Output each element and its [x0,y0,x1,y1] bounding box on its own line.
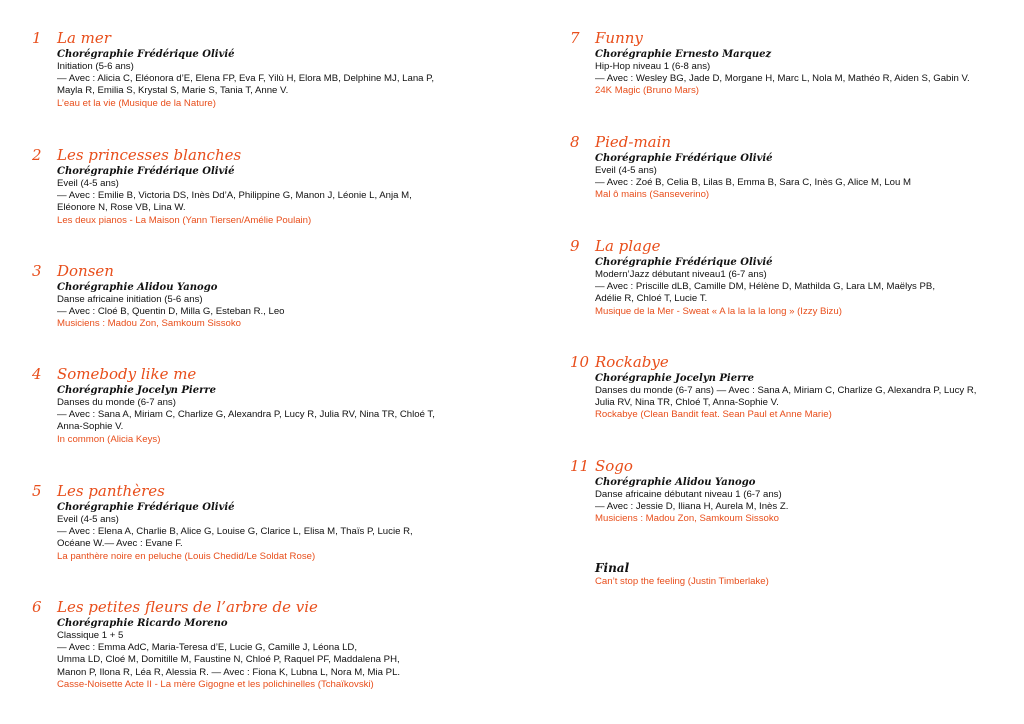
item-line: — Avec : Jessie D, Iliana H, Aurela M, Inès Z. [595,501,789,513]
item-line: Océane W.— Avec : Evane F. [57,538,183,550]
item-line: — Avec : Zoé B, Celia B, Lilas B, Emma B, Sara C, Inès G, Alice M, Lou M [595,177,912,189]
item-line: Manon P, Ilona R, Léa R, Alessia R. — Avec : Fiona K, Lubna L, Nora M, Mia PL. [57,666,401,678]
item-number: 11 [570,457,590,475]
choreographer: Chorégraphie Ernesto Marquez [595,49,772,60]
item-number: 9 [570,237,580,255]
item-line: Classique 1 + 5 [57,630,124,641]
item-line: Danses du monde (6-7 ans) — Avec : Sana A, Miriam C, Charlize G, Alexandra P, Lucy R, [595,385,977,396]
choreographer: Chorégraphie Frédérique Olivié [595,257,773,268]
item-line: — Avec : Emma AdC, Maria-Teresa d’E, Lucie G, Camille J, Léona LD, [57,642,358,654]
item-line: Julia RV, Nina TR, Chloé T, Anna-Sophie V. [595,397,779,409]
item-line: Eveil (4-5 ans) [57,514,119,525]
item-line: Eléonore N, Rose VB, Lina W. [57,202,186,214]
item-number: 10 [570,353,590,371]
item-title: Rockabye [595,353,669,371]
item-title: Les princesses blanches [57,146,242,164]
music-credit: Musique de la Mer - Sweat « A la la la la long » (Izzy Bizu) [595,305,842,317]
music-credit: Rockabye (Clean Bandit feat. Sean Paul et Anne Marie) [595,409,832,421]
item-line: Anna-Sophie V. [57,421,124,433]
item-line: Mayla R, Emilia S, Krystal S, Marie S, Tania T, Anne V. [57,85,289,97]
final-title: Final [595,561,630,575]
item-number: 6 [32,598,42,616]
music-credit: Musiciens : Madou Zon, Samkoum Sissoko [595,513,779,525]
item-line: Eveil (4-5 ans) [595,165,657,176]
program-item-5 [32,481,502,563]
item-title: La plage [595,237,661,255]
item-title: Somebody like me [57,365,197,383]
item-title: Funny [595,29,643,47]
music-credit: Les deux pianos - La Maison (Yann Tiersen/Amélie Poulain) [57,214,312,226]
item-number: 1 [32,29,42,47]
program-item-4 [32,364,502,446]
choreographer: Chorégraphie Frédérique Olivié [57,502,235,513]
item-line: Danses du monde (6-7 ans) [57,397,176,408]
item-title: Les petites fleurs de l’arbre de vie [57,598,318,616]
choreographer: Chorégraphie Jocelyn Pierre [57,385,216,396]
item-number: 2 [32,146,42,164]
item-line: Danse africaine initiation (5-6 ans) [57,294,203,305]
item-line: Adélie R, Chloé T, Lucie T. [595,293,708,305]
item-title: Donsen [57,262,114,280]
choreographer: Chorégraphie Ricardo Moreno [57,618,228,629]
program-final [570,560,1010,588]
item-line: — Avec : Alicia C, Eléonora d’E, Elena FP, Eva F, Yilù H, Elora MB, Delphine MJ, Lana P, [57,73,435,85]
item-line: — Avec : Priscille dLB, Camille DM, Hélène D, Mathilda G, Lara LM, Maëlys PB, [595,281,935,293]
choreographer: Chorégraphie Frédérique Olivié [595,153,773,164]
music-credit: Mal ô mains (Sanseverino) [595,189,710,201]
program-item-2 [32,145,502,227]
item-line: — Avec : Emilie B, Victoria DS, Inès Dd’A, Philippine G, Manon J, Léonie L, Anja M, [57,190,412,202]
item-number: 7 [570,29,580,47]
program-item-1 [32,28,502,110]
program-item-3 [32,261,502,331]
item-line: — Avec : Cloé B, Quentin D, Milla G, Esteban R., Leo [57,306,285,318]
item-title: Sogo [595,457,633,475]
music-credit: Can’t stop the feeling (Justin Timberlake) [595,576,769,587]
choreographer: Chorégraphie Jocelyn Pierre [595,373,754,384]
program-item-7 [570,28,1010,98]
item-line: Hip-Hop niveau 1 (6-8 ans) [595,61,711,72]
music-credit: La panthère noire en peluche (Louis Chedid/Le Soldat Rose) [57,550,316,562]
item-line: — Avec : Wesley BG, Jade D, Morgane H, Marc L, Nola M, Mathéo R, Aiden S, Gabin V. [595,73,970,85]
item-number: 8 [570,133,580,151]
music-credit: Casse-Noisette Acte II - La mère Gigogne et les polichinelles (Tchaïkovski) [57,678,374,690]
item-title: Les panthères [57,482,165,500]
choreographer: Chorégraphie Alidou Yanogo [57,282,218,293]
program-item-11 [570,456,1010,526]
item-number: 4 [32,365,42,383]
item-line: Umma LD, Cloé M, Domitille M, Faustine N, Chloé P, Raquel PF, Maddalena PH, [57,654,400,666]
choreographer: Chorégraphie Alidou Yanogo [595,477,756,488]
music-credit: L’eau et la vie (Musique de la Nature) [57,97,216,109]
item-line: Modern’Jazz débutant niveau1 (6-7 ans) [595,269,767,280]
music-credit: Musiciens : Madou Zon, Samkoum Sissoko [57,318,241,330]
choreographer: Chorégraphie Frédérique Olivié [57,49,235,60]
item-line: Danse africaine débutant niveau 1 (6-7 ans) [595,489,782,500]
music-credit: 24K Magic (Bruno Mars) [595,85,699,97]
item-line: Eveil (4-5 ans) [57,178,119,189]
item-line: — Avec : Sana A, Miriam C, Charlize G, Alexandra P, Lucy R, Julia RV, Nina TR, Chloé T, [57,409,435,421]
choreographer: Chorégraphie Frédérique Olivié [57,166,235,177]
music-credit: In common (Alicia Keys) [57,433,161,445]
program-item-6 [32,597,502,691]
item-line: — Avec : Elena A, Charlie B, Alice G, Louise G, Clarice L, Elisa M, Thaïs P, Lucie R, [57,526,413,538]
item-title: La mer [57,29,111,47]
program-item-8 [570,132,1010,202]
item-title: Pied-main [595,133,672,151]
item-number: 3 [32,262,42,280]
program-item-10 [570,352,1010,422]
program-item-9 [570,236,1010,318]
item-line: Initiation (5-6 ans) [57,61,134,72]
item-number: 5 [32,482,42,500]
